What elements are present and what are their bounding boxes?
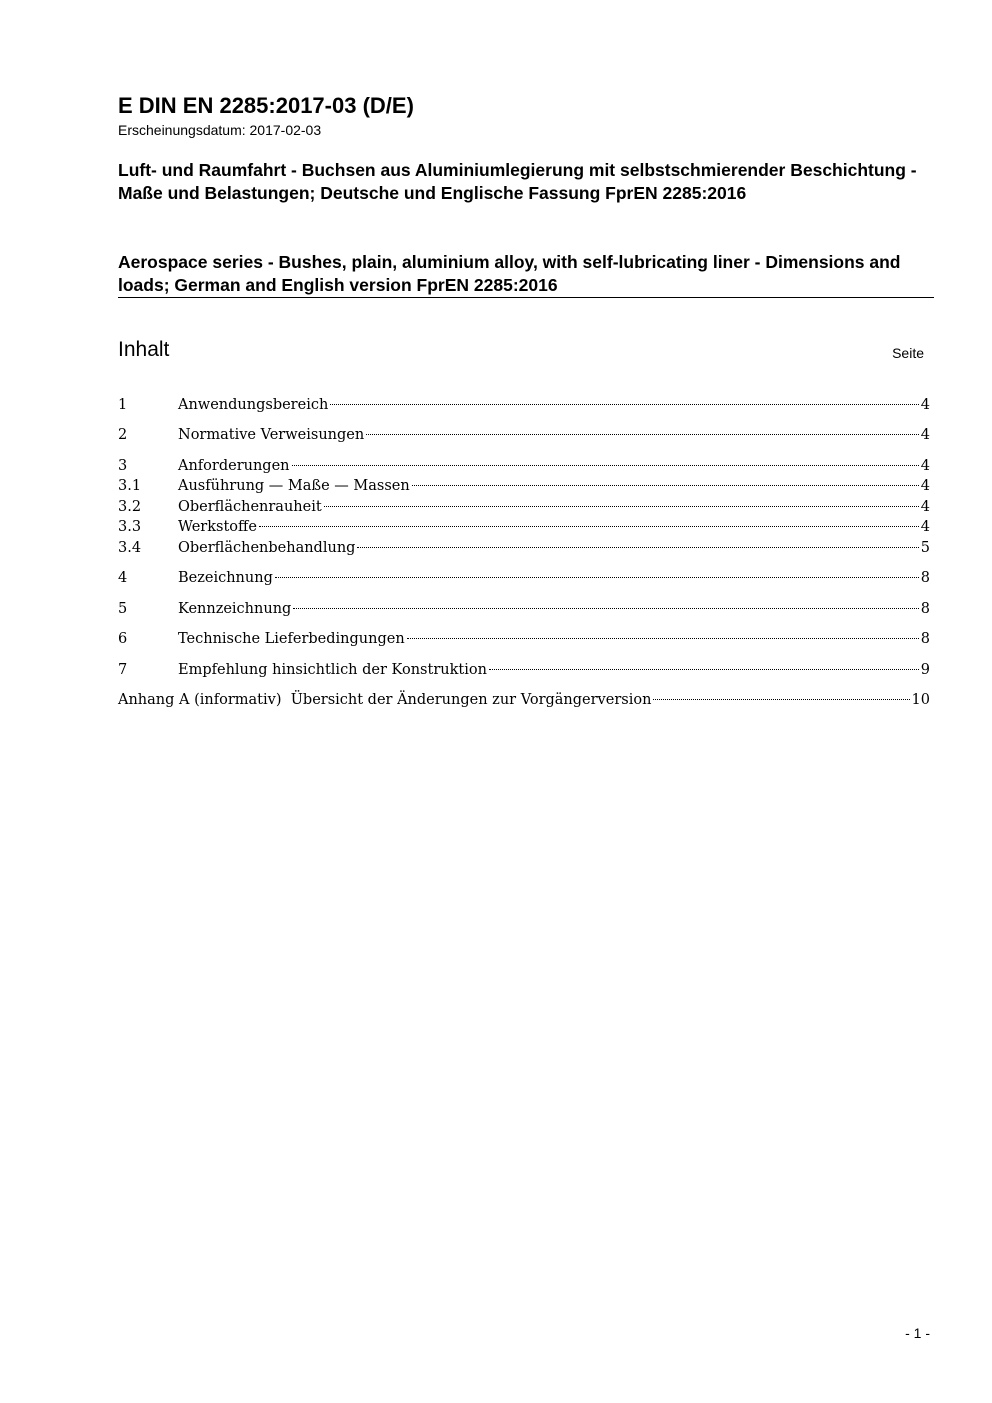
toc-heading: Inhalt	[118, 338, 170, 361]
toc-entry[interactable]	[118, 629, 930, 649]
toc-page-column-label: Seite	[892, 345, 924, 361]
toc-entry-title: Oberflächenbehandlung	[178, 540, 356, 556]
toc-entry[interactable]	[118, 517, 930, 537]
toc-entry-annex[interactable]	[118, 690, 930, 710]
toc-entry-page: 4	[920, 478, 930, 494]
toc-entry-title: Anwendungsbereich	[178, 397, 329, 413]
toc-leader-dots	[293, 608, 918, 609]
toc-entry-title: Bezeichnung	[178, 570, 273, 586]
toc-leader-dots	[292, 465, 919, 466]
toc-annex-page: 10	[911, 692, 930, 708]
toc-entry-page: 4	[920, 519, 930, 535]
toc-entry-page: 9	[920, 662, 930, 678]
toc-entry-number: 7	[118, 662, 128, 678]
toc-entry-number: 3.2	[118, 499, 142, 515]
toc-entry-title: Ausführung — Maße — Massen	[178, 478, 410, 494]
toc-entry-page: 4	[920, 499, 930, 515]
toc-entry-number: 3.3	[118, 519, 142, 535]
toc-leader-dots	[259, 526, 919, 527]
toc-leader-dots	[275, 577, 919, 578]
toc-entry-title: Normative Verweisungen	[178, 427, 365, 443]
toc-entry-title: Werkstoffe	[178, 519, 257, 535]
toc-entry-number: 6	[118, 631, 128, 647]
toc-entry-page: 8	[920, 601, 930, 617]
toc-entry[interactable]	[118, 476, 930, 496]
title-german: Luft- und Raumfahrt - Buchsen aus Aluminiumlegierung mit selbstschmierender Beschichtung - Maße und Belastungen; Deutsche und Englische Fassung FprEN 2285:2016	[118, 160, 917, 203]
toc-entry-page: 8	[920, 631, 930, 647]
toc-entry-page: 4	[920, 427, 930, 443]
toc-entry-page: 8	[920, 570, 930, 586]
toc-entry-title: Empfehlung hinsichtlich der Konstruktion	[178, 662, 487, 678]
toc-leader-dots	[330, 404, 918, 405]
toc-entry[interactable]	[118, 568, 930, 588]
toc-entry-number: 3.4	[118, 540, 142, 556]
title-divider	[118, 297, 934, 298]
publication-date: Erscheinungsdatum: 2017-02-03	[118, 122, 322, 138]
toc-entry-title: Oberflächenrauheit	[178, 499, 322, 515]
toc-entry[interactable]	[118, 660, 930, 680]
toc-entry-number: 3	[118, 458, 128, 474]
toc-leader-dots	[366, 434, 919, 435]
toc-entry-number: 5	[118, 601, 128, 617]
toc-entry[interactable]	[118, 538, 930, 558]
toc-entry-title: Technische Lieferbedingungen	[178, 631, 405, 647]
toc-entry[interactable]	[118, 395, 930, 415]
toc-entry-page: 5	[920, 540, 930, 556]
toc-leader-dots	[407, 638, 919, 639]
toc-entry[interactable]	[118, 456, 930, 476]
toc-leader-dots	[412, 485, 919, 486]
toc-leader-dots	[357, 547, 918, 548]
toc-entry[interactable]	[118, 425, 930, 445]
toc-entry[interactable]	[118, 599, 930, 619]
toc-entry-page: 4	[920, 397, 930, 413]
toc-leader-dots	[653, 699, 909, 700]
toc-entry-number: 3.1	[118, 478, 142, 494]
toc-entry-number: 1	[118, 397, 128, 413]
toc-entry-title: Kennzeichnung	[178, 601, 292, 617]
toc-leader-dots	[489, 669, 919, 670]
page-number: - 1 -	[905, 1325, 930, 1341]
toc-leader-dots	[324, 506, 919, 507]
toc-entry[interactable]	[118, 497, 930, 517]
toc-annex-title: Anhang A (informativ) Übersicht der Änderungen zur Vorgängerversion	[118, 692, 652, 708]
toc-entry-title: Anforderungen	[178, 458, 290, 474]
toc-entry-page: 4	[920, 458, 930, 474]
toc-entry-number: 4	[118, 570, 128, 586]
title-english: Aerospace series - Bushes, plain, aluminium alloy, with self-lubricating liner - Dimensions and loads; German and English version FprEN 2285:2016	[118, 252, 901, 295]
document-id: E DIN EN 2285:2017-03 (D/E)	[118, 93, 414, 118]
toc-entry-number: 2	[118, 427, 128, 443]
